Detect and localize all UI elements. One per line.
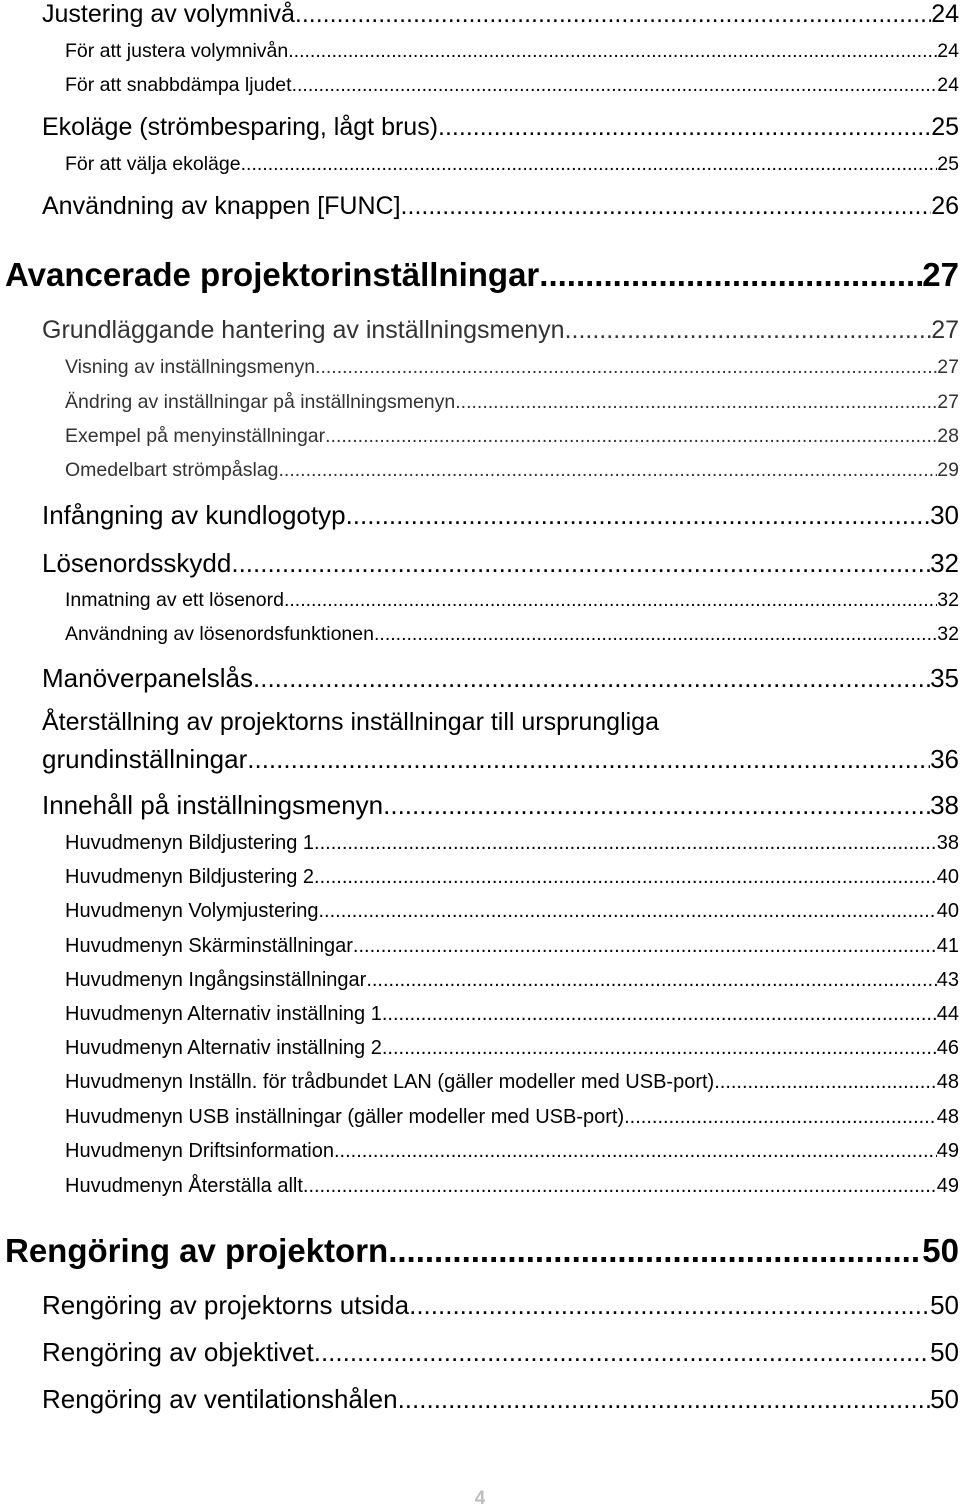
toc-leader-dots <box>295 0 931 29</box>
toc-entry-menu-wired-lan[interactable] <box>65 1071 959 1094</box>
toc-entry-change-settings[interactable] <box>65 391 959 414</box>
toc-entry-menu-usb[interactable] <box>65 1106 959 1129</box>
toc-entry-logo-capture[interactable] <box>42 500 959 531</box>
toc-leader-dots <box>303 1175 937 1198</box>
toc-entry-direct-power-on[interactable] <box>65 459 959 482</box>
toc-entry-adjust-volume[interactable] <box>65 40 959 63</box>
toc-entry-panel-lock[interactable] <box>42 663 959 694</box>
toc-page-number: 40 <box>936 900 959 922</box>
toc-entry-menu-image-2[interactable] <box>65 866 959 889</box>
toc-page-number: 40 <box>936 866 959 888</box>
toc-page-number: 43 <box>936 969 959 991</box>
toc-page-number: 49 <box>936 1140 959 1162</box>
toc-entry-title: Huvudmenyn Bildjustering 2 <box>65 866 315 888</box>
toc-entry-menu-screen[interactable] <box>65 935 959 958</box>
toc-chapter-advanced-settings[interactable] <box>5 256 959 294</box>
toc-entry-eco-mode[interactable] <box>42 113 959 142</box>
toc-entry-show-menu[interactable] <box>65 356 959 379</box>
toc-entry-title: Innehåll på inställningsmenyn <box>42 790 384 820</box>
toc-page-number: 27 <box>937 356 959 378</box>
toc-entry-menu-operation-info[interactable] <box>65 1140 959 1163</box>
toc-page-number: 26 <box>931 192 959 220</box>
toc-leader-dots <box>292 74 938 97</box>
toc-page-number: 48 <box>936 1071 959 1093</box>
toc-entry-title: Exempel på menyinställningar <box>65 425 326 447</box>
toc-leader-dots <box>253 663 930 694</box>
toc-page-number: 50 <box>922 1232 959 1269</box>
toc-entry-title: Visning av inställningsmenyn <box>65 356 316 378</box>
toc-page-number: 50 <box>930 1290 959 1320</box>
toc-leader-dots <box>284 589 937 612</box>
page-number: 4 <box>474 1488 486 1509</box>
toc-page-number: 29 <box>937 459 959 481</box>
toc-entry-title: För att välja ekoläge <box>65 153 241 175</box>
toc-page-number: 32 <box>930 548 959 578</box>
toc-entry-title: Rengöring av projektorns utsida <box>42 1290 410 1320</box>
toc-leader-dots <box>279 459 938 482</box>
toc-entry-title: Omedelbart strömpåslag <box>65 459 279 481</box>
toc-entry-title: Huvudmenyn Återställa allt <box>65 1175 303 1197</box>
toc-page-number: 46 <box>936 1037 959 1059</box>
toc-page-number: 41 <box>936 935 959 957</box>
toc-page-number: 27 <box>922 256 959 293</box>
toc-leader-dots <box>318 900 936 923</box>
toc-chapter-cleaning[interactable] <box>5 1232 959 1270</box>
toc-entry-mute-sound[interactable] <box>65 74 959 97</box>
toc-entry-menu-volume[interactable] <box>65 900 959 923</box>
toc-page-number: 44 <box>936 1003 959 1025</box>
toc-entry-menu-reset-all[interactable] <box>65 1175 959 1198</box>
toc-entry-title: Huvudmenyn USB inställningar (gäller modeller med USB-port) <box>65 1106 625 1128</box>
toc-page-number: 25 <box>931 113 959 141</box>
toc-page-number: 24 <box>931 0 959 28</box>
toc-entry-reset-settings[interactable] <box>42 744 959 775</box>
toc-entry-title: Användning av knappen [FUNC] <box>42 192 401 220</box>
toc-page-number: 27 <box>931 316 959 344</box>
toc-leader-dots <box>714 1071 937 1094</box>
toc-entry-volume-level[interactable] <box>42 0 959 29</box>
toc-page-number: 48 <box>936 1106 959 1128</box>
toc-entry-select-eco-mode[interactable] <box>65 153 959 176</box>
toc-entry-title: Manöverpanelslås <box>42 663 254 693</box>
toc-leader-dots <box>346 500 931 531</box>
toc-leader-dots <box>438 113 931 142</box>
toc-entry-title: Huvudmenyn Ingångsinställningar <box>65 969 367 991</box>
toc-entry-menu-basics[interactable] <box>42 316 959 345</box>
toc-page-number: 36 <box>930 744 959 774</box>
toc-entry-title: Rengöring av objektivet <box>42 1337 314 1367</box>
toc-page-number: 27 <box>937 391 959 413</box>
toc-page-number: 32 <box>937 589 959 611</box>
toc-entry-title: Huvudmenyn Driftsinformation <box>65 1140 334 1162</box>
toc-entry-title: Rengöring av projektorn <box>5 1232 389 1269</box>
toc-leader-dots <box>401 192 932 221</box>
toc-entry-title: För att justera volymnivån <box>65 40 289 62</box>
toc-entry-use-password-function[interactable] <box>65 623 959 646</box>
toc-entry-func-button[interactable] <box>42 192 959 221</box>
toc-leader-dots <box>247 744 930 775</box>
toc-leader-dots <box>231 548 930 579</box>
toc-page-number: 25 <box>937 153 959 175</box>
toc-entry-menu-contents[interactable] <box>42 790 959 821</box>
toc-entry-menu-option-1[interactable] <box>65 1003 959 1026</box>
toc-leader-dots <box>314 832 937 855</box>
toc-entry-title: grundinställningar <box>42 744 248 774</box>
toc-entry-menu-image-1[interactable] <box>65 832 959 855</box>
toc-entry-menu-examples[interactable] <box>65 425 959 448</box>
toc-leader-dots <box>539 256 922 294</box>
toc-entry-title: Grundläggande hantering av inställningsmenyn <box>42 316 565 344</box>
toc-page-number: 28 <box>937 425 959 447</box>
toc-leader-dots <box>374 623 937 646</box>
toc-leader-dots <box>565 316 932 345</box>
toc-page-number: 38 <box>936 832 959 854</box>
toc-entry-enter-password[interactable] <box>65 589 959 612</box>
toc-leader-dots <box>288 40 937 63</box>
toc-entry-title: Ändring av inställningar på inställningsmenyn <box>65 391 456 413</box>
toc-leader-dots <box>382 1037 937 1060</box>
toc-page-number: 24 <box>937 74 959 96</box>
toc-entry-clean-vents[interactable] <box>42 1384 959 1415</box>
toc-entry-reset-settings-line1[interactable]: Återställning av projektorns inställningar till ursprungliga <box>42 708 659 736</box>
toc-entry-clean-lens[interactable] <box>42 1337 959 1368</box>
toc-entry-title: Justering av volymnivå <box>42 0 295 28</box>
toc-page-number: 35 <box>930 663 959 693</box>
toc-entry-title: Rengöring av ventilationshålen <box>42 1384 398 1414</box>
toc-page-number: 49 <box>936 1175 959 1197</box>
toc-leader-dots <box>314 866 937 889</box>
toc-page-number: 50 <box>930 1337 959 1367</box>
toc-entry-title: För att snabbdämpa ljudet <box>65 74 292 96</box>
toc-page-number: 50 <box>930 1384 959 1414</box>
toc-page-number: 32 <box>937 623 959 645</box>
toc-entry-title: Huvudmenyn Bildjustering 1 <box>65 832 315 854</box>
toc-page-number: 24 <box>937 40 959 62</box>
toc-page-number: 38 <box>930 790 959 820</box>
toc-entry-password-protect[interactable] <box>42 548 959 579</box>
toc-entry-title: Avancerade projektorinställningar <box>5 256 540 293</box>
toc-leader-dots <box>388 1232 922 1270</box>
toc-leader-dots <box>353 935 937 958</box>
toc-entry-title: Huvudmenyn Alternativ inställning 1 <box>65 1003 382 1025</box>
toc-entry-title: Lösenordsskydd <box>42 548 232 578</box>
toc-entry-title: Huvudmenyn Inställn. för trådbundet LAN (gäller modeller med USB-port) <box>65 1071 715 1093</box>
toc-entry-clean-exterior[interactable] <box>42 1290 959 1321</box>
toc-leader-dots <box>366 969 936 992</box>
toc-entry-title: Huvudmenyn Skärminställningar <box>65 935 353 957</box>
toc-entry-title: Ekoläge (strömbesparing, lågt brus) <box>42 113 439 141</box>
toc-leader-dots <box>334 1140 937 1163</box>
toc-leader-dots <box>241 153 938 176</box>
toc-leader-dots <box>314 1337 930 1368</box>
toc-leader-dots <box>382 1003 937 1026</box>
toc-entry-title: Användning av lösenordsfunktionen <box>65 623 374 645</box>
toc-leader-dots <box>325 425 937 448</box>
toc-leader-dots <box>455 391 937 414</box>
toc-leader-dots <box>315 356 937 379</box>
toc-entry-title: Infångning av kundlogotyp <box>42 500 346 530</box>
toc-entry-menu-input[interactable] <box>65 969 959 992</box>
toc-entry-title: Huvudmenyn Alternativ inställning 2 <box>65 1037 382 1059</box>
toc-entry-title: Huvudmenyn Volymjustering <box>65 900 319 922</box>
toc-leader-dots <box>383 790 930 821</box>
toc-leader-dots <box>398 1384 931 1415</box>
toc-entry-menu-option-2[interactable] <box>65 1037 959 1060</box>
toc-page-number: 30 <box>930 500 959 530</box>
toc-entry-title: Inmatning av ett lösenord <box>65 589 284 611</box>
toc-leader-dots <box>624 1106 937 1129</box>
toc-leader-dots <box>409 1290 930 1321</box>
